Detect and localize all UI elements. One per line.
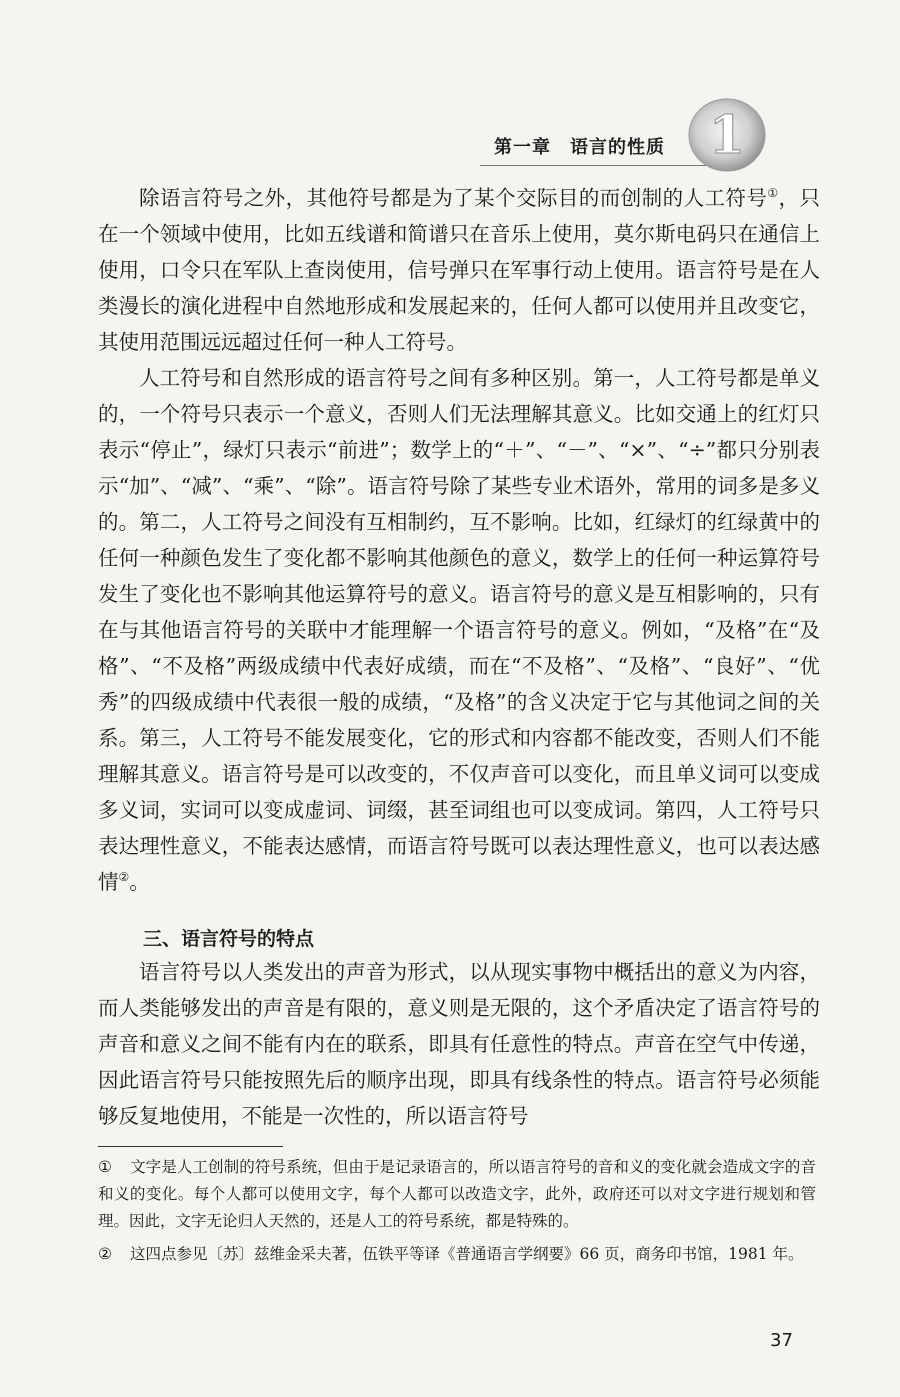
footnote-text: 文字是人工创制的符号系统，但由于是记录语言的，所以语言符号的音和义的变化就会造成文字的音和义的变化。每个人都可以使用文字，每个人都可以改造文字，此外，政府还可以对文字进行规划和管理。因此，文字无论归人天然的，还是人工的符号系统，都是特殊的。 [98,1158,816,1230]
section-text [98,954,820,1134]
footnotes [98,1154,816,1274]
page-header [0,95,900,175]
paragraph [98,180,820,360]
paragraph-text: 。 [129,870,150,894]
paragraph-text: 人工符号和自然形成的语言符号之间有多种区别。第一，人工符号都是单义的，一个符号只表示一个意义，否则人们无法理解其意义。比如交通上的红灯只表示“停止”，绿灯只表示“前进”；数学上的“＋”、“－”、“×”、“÷”都只分别表示“加”、“减”、“乘”、“除”。语言符号除了某些专业术语外，常用的词多是多义的。第二，人工符号之间没有互相制约，互不影响。比如，红绿灯的红绿黄中的任何一种颜色发生了变化都不影响其他颜色的意义，数学上的任何一种运算符号发生了变化也不影响其他运算符号的意义。语言符号的意义是互相影响的，只有在与其他语言符号的关联中才能理解一个语言符号的意义。例如，“及格”在“及格”、“不及格”两级成绩中代表好成绩，而在“不及格”、“及格”、“良好”、“优秀”的四级成绩中代表很一般的成绩，“及格”的含义决定于它与其他词之间的关系。第三，人工符号不能发展变化，它的形式和内容都不能改变，否则人们不能理解其意义。语言符号是可以改变的，不仅声音可以变化，而且单义词可以变成多义词，实词可以变成虚词、词缀，甚至词组也可以变成词。第四，人工符号只表达理性意义，不能表达感情，而语言符号既可以表达理性意义，也可以表达感情 [98,366,820,894]
footnote-marker: ① [98,1158,112,1176]
footnote-text: 这四点参见〔苏〕兹维金采夫著，伍铁平等译《普通语言学纲要》66 页，商务印书馆，1981 年。 [130,1245,804,1263]
chapter-number: 1 [708,105,746,166]
chapter-number-badge [685,95,775,175]
footnote [98,1241,816,1268]
main-text [98,180,820,900]
paragraph-text: ，只在一个领域中使用，比如五线谱和简谱只在音乐上使用，莫尔斯电码只在通信上使用，口令只在军队上查岗使用，信号弹只在军事行动上使用。语言符号是在人类漫长的演化进程中自然地形成和发展起来的，任何人都可以使用并且改变它，其使用范围远远超过任何一种人工符号。 [98,186,820,354]
paragraph: 语言符号以人类发出的声音为形式，以从现实事物中概括出的意义为内容，而人类能够发出的声音是有限的，意义则是无限的，这个矛盾决定了语言符号的声音和意义之间不能有内在的联系，即具有任意性的特点。声音在空气中传递，因此语言符号只能按照先后的顺序出现，即具有线条性的特点。语言符号必须能够反复地使用，不能是一次性的，所以语言符号 [98,960,820,1128]
footnote-marker: ② [98,1245,112,1263]
section-heading: 三、语言符号的特点 [143,928,315,950]
footnote-rule [98,1146,283,1147]
footnote [98,1154,816,1235]
paragraph [98,360,820,900]
footnote-ref: ① [767,186,779,201]
footnote-ref: ② [118,870,130,885]
chapter-title: 第一章 语言的性质 [494,137,665,158]
page-number: 37 [770,1330,793,1351]
paragraph-text: 除语言符号之外，其他符号都是为了某个交际目的而创制的人工符号 [139,186,768,210]
header-rule [480,165,710,166]
